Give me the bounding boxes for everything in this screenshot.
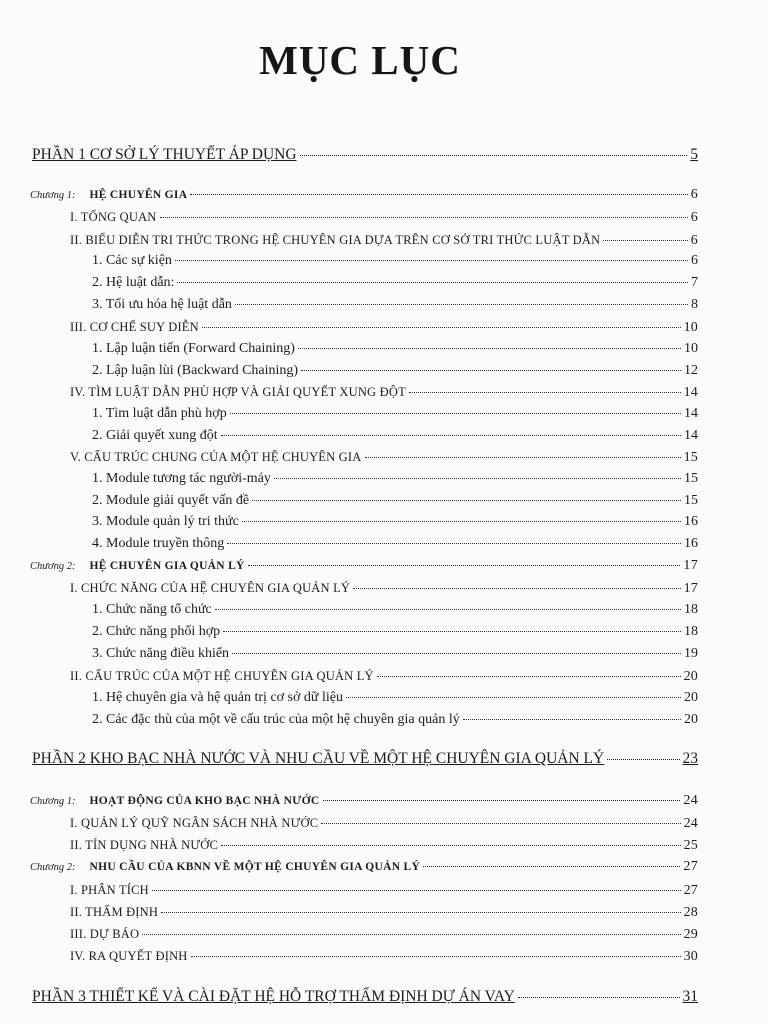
toc-section-row[interactable]: [70, 318, 698, 337]
chapter-prefix: Chương 1:: [30, 796, 76, 807]
toc-entry-text: II. TÍN DỤNG NHÀ NƯỚC: [70, 838, 219, 852]
dot-leader: [603, 240, 687, 241]
toc-entry-label: [92, 405, 227, 423]
toc-item-row[interactable]: [92, 296, 698, 314]
toc-section-row[interactable]: [70, 925, 698, 944]
toc-section-row[interactable]: [70, 947, 698, 966]
toc-entry-label: [32, 988, 515, 1006]
toc-entry-text: 2. Giải quyết xung đột: [92, 428, 218, 443]
toc-entry-label: [92, 492, 249, 510]
chapter-prefix: Chương 2:: [30, 862, 76, 873]
toc-entry-text: PHẦN 1 CƠ SỞ LÝ THUYẾT ÁP DỤNG: [32, 146, 297, 163]
toc-part-row[interactable]: [32, 146, 698, 164]
toc-entry-label: [92, 535, 224, 553]
dot-leader: [242, 521, 681, 522]
dot-leader: [248, 565, 681, 566]
toc-entry-text: NHU CẦU CỦA KBNN VỀ MỘT HỆ CHUYÊN GIA QUẢN LÝ: [89, 861, 421, 873]
toc-item-row[interactable]: [92, 362, 698, 380]
toc-item-row[interactable]: [92, 689, 698, 707]
toc-item-row[interactable]: [92, 535, 698, 553]
dot-leader: [353, 588, 680, 589]
page-number: 14: [684, 406, 698, 421]
toc-entry-text: 4. Module truyền thông: [92, 536, 225, 551]
toc-section-row[interactable]: [70, 383, 698, 402]
toc-entry-label: [70, 667, 374, 685]
dot-leader: [227, 543, 681, 544]
toc-entry-text: III. CƠ CHẾ SUY DIỄN: [70, 320, 199, 334]
toc-entry-label: [92, 427, 218, 445]
dot-leader: [298, 348, 681, 349]
dot-leader: [235, 304, 688, 305]
toc-entry-label: [70, 903, 158, 921]
toc-section-row[interactable]: [70, 579, 698, 598]
toc-entry-label: [92, 601, 212, 619]
toc-entry-text: IV. RA QUYẾT ĐỊNH: [70, 949, 188, 963]
page-number: 18: [684, 624, 698, 639]
dot-leader: [230, 413, 681, 414]
dot-leader: [142, 934, 680, 935]
toc-section-row[interactable]: [70, 667, 698, 686]
toc-section-row[interactable]: [70, 231, 698, 250]
toc-entry-text: HỆ CHUYÊN GIA QUẢN LÝ: [89, 560, 245, 572]
toc-entry-label: [70, 925, 139, 943]
toc-entry-text: 1. Tìm luật dẫn phù hợp: [92, 406, 227, 421]
toc-item-row[interactable]: [92, 623, 698, 641]
toc-entry-text: 1. Hệ chuyên gia và hệ quản trị cơ sở dữ liệu: [92, 690, 343, 705]
toc-entry-label: [30, 792, 320, 811]
toc-entry-label: [92, 645, 229, 663]
toc-entry-text: PHẦN 3 THIẾT KẾ VÀ CÀI ĐẶT HỆ HỖ TRỢ THẨM ĐỊNH DỰ ÁN VAY: [32, 988, 515, 1005]
toc-entry-text: 1. Chức năng tổ chức: [92, 602, 212, 617]
page-number: 6: [690, 187, 698, 202]
toc-entry-label: [92, 340, 295, 358]
toc-section-row[interactable]: [70, 448, 698, 467]
dot-leader: [152, 890, 681, 891]
dot-leader: [190, 194, 687, 195]
toc-section-row[interactable]: [70, 881, 698, 900]
toc-entry-text: II. CẤU TRÚC CỦA MỘT HỆ CHUYÊN GIA QUẢN LÝ: [70, 669, 374, 683]
toc-chapter-row[interactable]: [30, 186, 698, 205]
dot-leader: [175, 260, 688, 261]
dot-leader: [177, 282, 688, 283]
page-number: 7: [691, 275, 698, 290]
dot-leader: [223, 631, 681, 632]
toc-entry-label: [92, 513, 239, 531]
page-number: 15: [684, 471, 698, 486]
toc-entry-label: [30, 557, 245, 576]
page-number: 12: [684, 363, 698, 378]
dot-leader: [160, 217, 688, 218]
toc-entry-text: IV. TÌM LUẬT DẪN PHÙ HỢP VÀ GIẢI QUYẾT XUNG ĐỘT: [70, 385, 406, 399]
toc-item-row[interactable]: [92, 470, 698, 488]
toc-chapter-row[interactable]: [30, 858, 698, 877]
page-number: 5: [690, 146, 698, 163]
toc-item-row[interactable]: [92, 274, 698, 292]
dot-leader: [423, 866, 680, 867]
page-number: 6: [690, 233, 698, 248]
page-number: 31: [682, 988, 698, 1005]
dot-leader: [191, 956, 681, 957]
page-number: 17: [683, 558, 698, 573]
toc-item-row[interactable]: [92, 513, 698, 531]
dot-leader: [377, 676, 681, 677]
toc-item-row[interactable]: [92, 601, 698, 619]
toc-entry-text: 2. Hệ luật dẫn:: [92, 275, 175, 290]
page-number: 27: [683, 883, 698, 898]
page-number: 20: [684, 690, 698, 705]
page-number: 28: [683, 905, 698, 920]
toc-entry-text: 3. Chức năng điều khiển: [92, 646, 230, 661]
dot-leader: [215, 609, 681, 610]
toc-section-row[interactable]: [70, 814, 698, 833]
toc-entry-text: PHẦN 2 KHO BẠC NHÀ NƯỚC VÀ NHU CẦU VỀ MỘT HỆ CHUYÊN GIA QUẢN LÝ: [32, 750, 605, 767]
page-number: 20: [683, 669, 698, 684]
toc-item-row[interactable]: [92, 645, 698, 663]
dot-leader: [346, 697, 681, 698]
page-number: 6: [690, 210, 698, 225]
toc-item-row[interactable]: [92, 427, 698, 445]
toc-entry-text: I. PHÂN TÍCH: [70, 883, 149, 897]
toc-entry-text: I. TỔNG QUAN: [70, 210, 157, 224]
toc-entry-label: [92, 296, 232, 314]
toc-entry-text: 3. Tối ưu hóa hệ luật dẫn: [92, 297, 232, 312]
dot-leader: [607, 759, 679, 760]
dot-leader: [274, 478, 681, 479]
toc-entry-label: [70, 881, 149, 899]
toc-entry-label: [70, 231, 600, 249]
toc-section-row[interactable]: [70, 836, 698, 855]
toc-entry-label: [92, 711, 460, 729]
toc-entry-text: I. CHỨC NĂNG CỦA HỆ CHUYÊN GIA QUẢN LÝ: [70, 581, 351, 595]
toc-entry-text: 2. Các đặc thù của một về cấu trúc của một hệ chuyên gia quản lý: [92, 712, 460, 727]
page-number: 18: [684, 602, 698, 617]
page-number: 29: [683, 927, 698, 942]
page-number: 16: [684, 536, 698, 551]
dot-leader: [161, 912, 680, 913]
dot-leader: [323, 800, 681, 801]
toc-entry-text: 3. Module quản lý tri thức: [92, 514, 239, 529]
toc-entry-text: 1. Các sự kiện: [92, 253, 172, 268]
page-number: 16: [684, 514, 698, 529]
page-number: 10: [683, 320, 698, 335]
toc-entry-label: [92, 623, 220, 641]
toc-entry-text: II. THẨM ĐỊNH: [70, 905, 159, 919]
chapter-prefix: Chương 1:: [30, 190, 76, 201]
chapter-prefix: Chương 2:: [30, 561, 76, 572]
toc-item-row[interactable]: [92, 711, 698, 729]
toc-entry-text: 1. Lập luận tiến (Forward Chaining): [92, 341, 295, 356]
toc-item-row[interactable]: [92, 252, 698, 270]
page-number: 10: [684, 341, 698, 356]
dot-leader: [202, 327, 681, 328]
dot-leader: [232, 653, 681, 654]
toc-entry-label: [30, 186, 187, 205]
toc-item-row[interactable]: [92, 405, 698, 423]
toc-entry-text: I. QUẢN LÝ QUỸ NGÂN SÁCH NHÀ NƯỚC: [70, 816, 319, 830]
toc-entry-text: V. CẤU TRÚC CHUNG CỦA MỘT HỆ CHUYÊN GIA: [70, 450, 362, 464]
page-number: 24: [683, 816, 698, 831]
page-number: 15: [684, 493, 698, 508]
dot-leader: [463, 719, 681, 720]
page-number: 15: [683, 450, 698, 465]
toc-entry-label: [32, 146, 297, 164]
dot-leader: [409, 392, 681, 393]
toc-item-row[interactable]: [92, 340, 698, 358]
toc-entry-text: III. DỰ BÁO: [70, 927, 140, 941]
toc-entry-label: [70, 947, 188, 965]
toc-section-row[interactable]: [70, 208, 698, 227]
toc-chapter-row[interactable]: [30, 792, 698, 811]
dot-leader: [252, 500, 681, 501]
toc-chapter-row[interactable]: [30, 557, 698, 576]
toc-entry-text: 1. Module tương tác người-máy: [92, 471, 271, 486]
page-number: 30: [683, 949, 698, 964]
dot-leader: [518, 997, 680, 998]
toc-entry-label: [30, 858, 420, 877]
dot-leader: [365, 457, 681, 458]
page-number: 24: [683, 793, 698, 808]
toc-entry-text: 2. Chức năng phối hợp: [92, 624, 221, 639]
toc-entry-label: [92, 362, 298, 380]
page-title: MỤC LỤC: [259, 37, 461, 83]
page-number: 23: [682, 750, 698, 767]
dot-leader: [221, 845, 681, 846]
toc-entry-label: [70, 814, 318, 832]
dot-leader: [221, 435, 681, 436]
page-number: 8: [691, 297, 698, 312]
page-number: 20: [684, 712, 698, 727]
page-number: 14: [683, 385, 698, 400]
toc-entry-text: 2. Lập luận lùi (Backward Chaining): [92, 363, 299, 378]
page-number: 27: [683, 859, 698, 874]
page-number: 14: [684, 428, 698, 443]
toc-entry-text: HOẠT ĐỘNG CỦA KHO BẠC NHÀ NƯỚC: [89, 795, 320, 807]
toc-entry-label: [70, 579, 350, 597]
page-number: 6: [691, 253, 698, 268]
toc-part-row[interactable]: [32, 750, 698, 768]
dot-leader: [300, 155, 688, 156]
toc-entry-label: [92, 252, 172, 270]
toc-part-row[interactable]: [32, 988, 698, 1006]
toc-entry-label: [70, 383, 406, 401]
toc-entry-label: [92, 689, 343, 707]
toc-entry-label: [70, 318, 199, 336]
toc-entry-label: [70, 448, 362, 466]
toc-entry-label: [70, 208, 157, 226]
toc-entry-label: [32, 750, 604, 768]
toc-entry-label: [70, 836, 218, 854]
toc-entry-text: II. BIỂU DIỄN TRI THỨC TRONG HỆ CHUYÊN GIA DỰA TRÊN CƠ SỞ TRI THỨC LUẬT DẪN: [70, 233, 601, 247]
toc-entry-label: [92, 274, 174, 292]
toc-entry-label: [92, 470, 271, 488]
page-number: 17: [683, 581, 698, 596]
toc-entry-text: HỆ CHUYÊN GIA: [89, 189, 188, 201]
toc-section-row[interactable]: [70, 903, 698, 922]
dot-leader: [321, 823, 680, 824]
toc-item-row[interactable]: [92, 492, 698, 510]
page-number: 19: [684, 646, 698, 661]
dot-leader: [301, 370, 681, 371]
page-number: 25: [683, 838, 698, 853]
toc-entry-text: 2. Module giải quyết vấn đề: [92, 493, 250, 508]
